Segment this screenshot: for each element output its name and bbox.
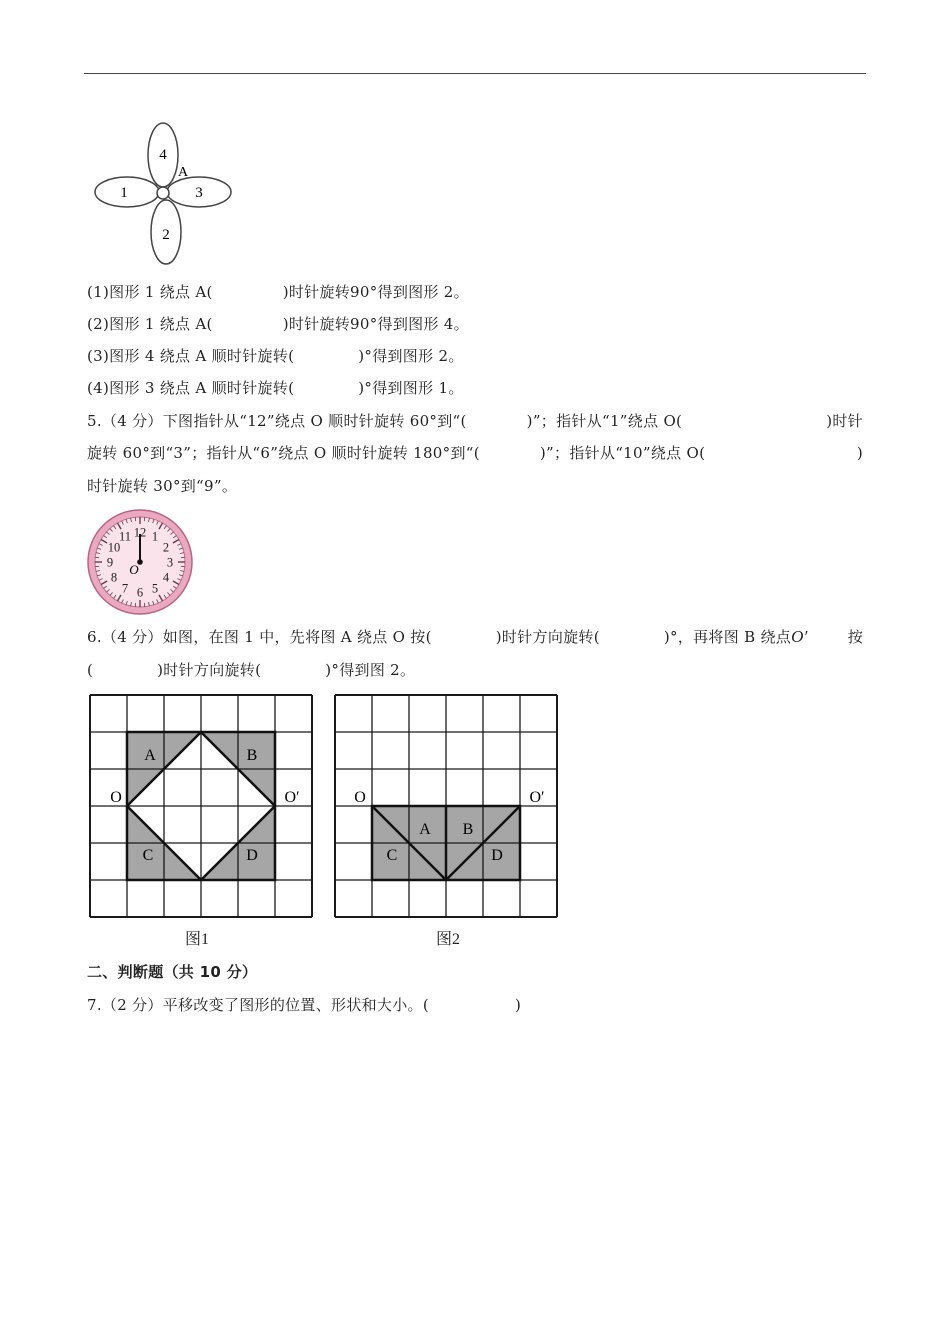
point-label-a: A [177, 165, 189, 180]
petal-label-1: 1 [120, 185, 128, 201]
label-b: B [246, 747, 258, 764]
clock-number-10: 10 [107, 540, 121, 555]
clock-number-1: 1 [151, 529, 159, 544]
q7: 7.（2 分）平移改变了图形的位置、形状和大小。( ) [87, 996, 522, 1014]
flower-figure [90, 118, 240, 268]
figure-2 [325, 686, 575, 926]
label-o: O [110, 789, 122, 806]
figure-1 [80, 686, 330, 926]
grid-lines [90, 695, 312, 917]
clock-figure [86, 508, 194, 616]
label-d: D [246, 847, 258, 864]
q5-line-2: 旋转 60°到“3”；指针从“6”绕点 O 顺时针旋转 180°到“( )”；指针从“10”绕点 O( ) [87, 444, 863, 462]
clock-number-11: 11 [118, 529, 132, 544]
label-b: B [462, 821, 474, 838]
clock-number-2: 2 [162, 540, 170, 555]
clock-number-6: 6 [136, 585, 144, 600]
petal-label-2: 2 [162, 227, 170, 243]
q4-item-2: (2)图形 1 绕点 A( )时针旋转90°得到图形 4。 [87, 315, 469, 333]
clock-number-5: 5 [151, 581, 159, 596]
clock-number-9: 9 [106, 555, 114, 570]
figure-1-caption: 图1 [185, 931, 210, 948]
label-c: C [142, 847, 154, 864]
header-rule [84, 73, 866, 74]
clock-number-8: 8 [110, 570, 118, 585]
clock-number-3: 3 [166, 555, 174, 570]
label-a: A [419, 821, 431, 838]
q5-line-3: 时针旋转 30°到“9”。 [87, 477, 238, 495]
q6-line-2: ( )时针方向旋转( )°得到图 2。 [87, 661, 416, 679]
q6-line-1: 6.（4 分）如图，在图 1 中，先将图 A 绕点 O 按( )时针方向旋转( )°，再将图 B 绕点O′ 按 [87, 627, 863, 646]
label-o-prime: O′ [284, 789, 300, 806]
petal-label-4: 4 [159, 147, 167, 163]
label-o: O [354, 789, 366, 806]
q4-item-4: (4)图形 3 绕点 A 顺时针旋转( )°得到图形 1。 [87, 379, 464, 397]
clock-number-12: 12 [133, 525, 147, 540]
clock-number-7: 7 [121, 581, 129, 596]
label-a: A [144, 747, 156, 764]
q4-item-1: (1)图形 1 绕点 A( )时针旋转90°得到图形 2。 [87, 283, 469, 301]
clock-center-label: O [129, 562, 139, 577]
label-c: C [386, 847, 398, 864]
label-o-prime: O′ [529, 789, 545, 806]
petal-label-3: 3 [195, 185, 203, 201]
label-d: D [491, 847, 503, 864]
center-circle [157, 187, 169, 199]
clock-number-4: 4 [162, 570, 170, 585]
figure-2-caption: 图2 [436, 931, 461, 948]
q4-item-3: (3)图形 4 绕点 A 顺时针旋转( )°得到图形 2。 [87, 347, 464, 365]
section-2-title: 二、判断题（共 10 分） [87, 963, 258, 981]
q5-line-1: 5.（4 分）下图指针从“12”绕点 O 顺时针旋转 60°到“( )”；指针从“1”绕点 O( )时针 [87, 412, 863, 430]
